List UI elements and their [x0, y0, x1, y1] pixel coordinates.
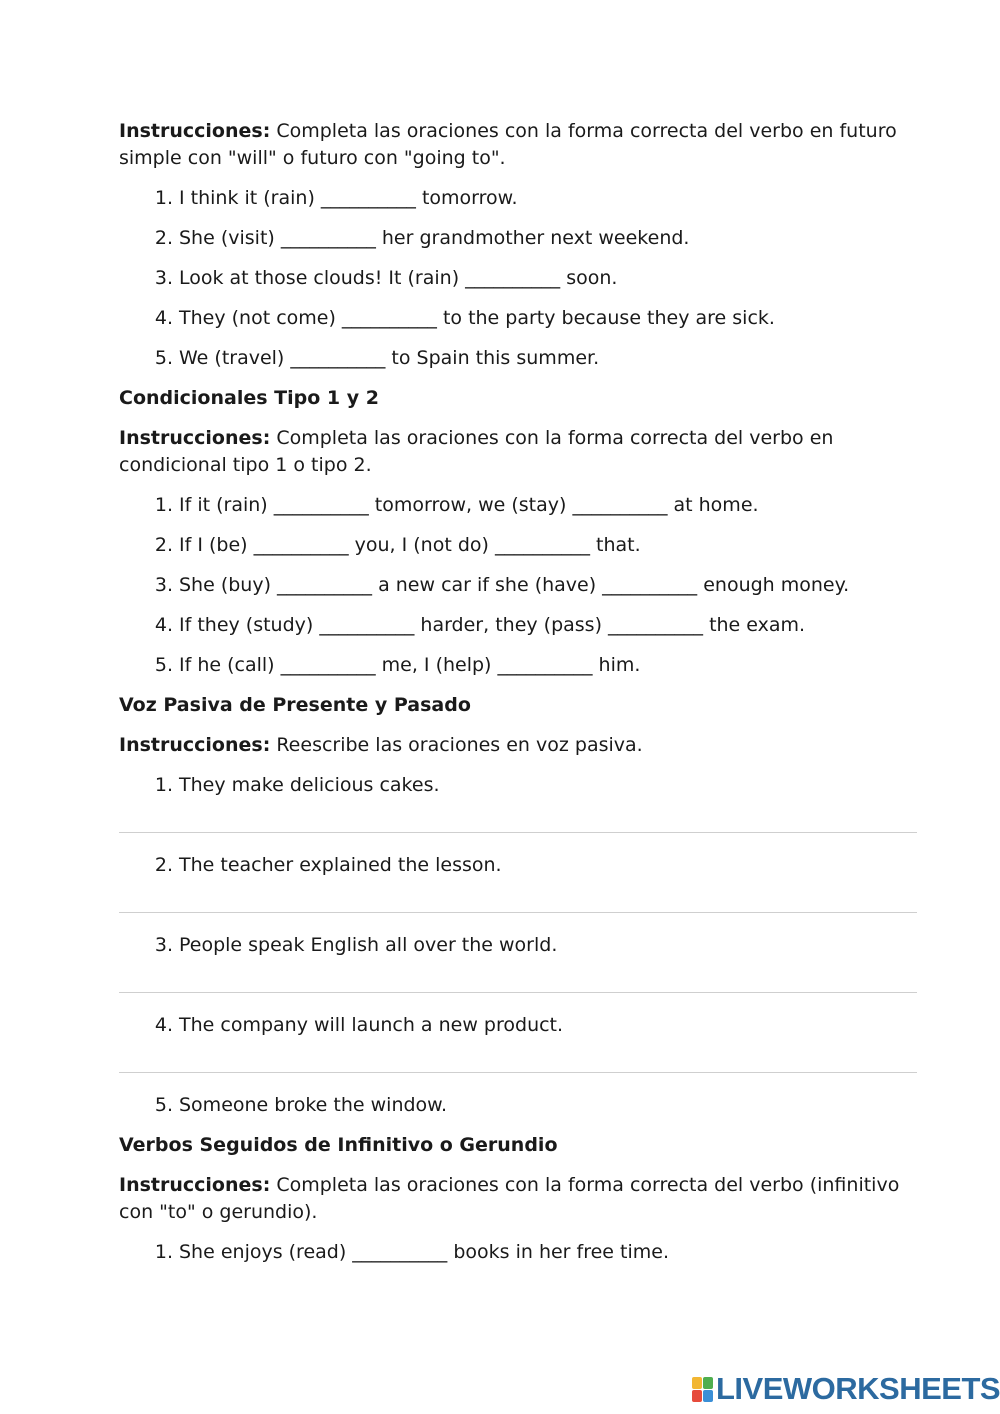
list-item: 4. If they (study) __________ harder, they (pass) __________ the exam. [154, 614, 806, 636]
instructions-future: Instrucciones: Completa las oraciones con la forma correcta del verbo en futuro simple con "will" o futuro con "going to". [119, 120, 897, 169]
exercise-list-infinitive-gerund [119, 1239, 919, 1266]
list-item: 2. If I (be) __________ you, I (not do) __________ that. [154, 534, 641, 556]
list-item: 1. If it (rain) __________ tomorrow, we (stay) __________ at home. [154, 494, 759, 516]
section-title-infinitive-gerund: Verbos Seguidos de Infinitivo o Gerundio [119, 1134, 558, 1156]
logo-blocks-icon [692, 1375, 714, 1403]
list-item: 5. We (travel) __________ to Spain this summer. [154, 347, 600, 369]
answer-line[interactable] [119, 912, 917, 913]
exercise-list-passive [119, 772, 919, 1119]
list-item: 1. I think it (rain) __________ tomorrow. [154, 187, 518, 209]
list-item: 3. Look at those clouds! It (rain) __________ soon. [154, 267, 618, 289]
list-item: 2. The teacher explained the lesson. [154, 854, 502, 876]
list-item: 4. The company will launch a new product. [154, 1014, 564, 1036]
worksheet [119, 118, 919, 1279]
list-item: 3. People speak English all over the world. [154, 934, 558, 956]
instructions-passive: Instrucciones: Reescribe las oraciones en voz pasiva. [119, 734, 643, 756]
exercise-list-future [119, 185, 919, 372]
exercise-list-conditionals [119, 492, 919, 679]
answer-line[interactable] [119, 992, 917, 993]
list-item: 5. If he (call) __________ me, I (help) __________ him. [154, 654, 641, 676]
list-item: 5. Someone broke the window. [154, 1094, 448, 1116]
section-title-passive: Voz Pasiva de Presente y Pasado [119, 694, 471, 716]
list-item: 1. They make delicious cakes. [154, 774, 440, 796]
instructions-conditionals: Instrucciones: Completa las oraciones con la forma correcta del verbo en condicional tipo 1 o tipo 2. [119, 427, 834, 476]
answer-line[interactable] [119, 1072, 917, 1073]
list-item: 3. She (buy) __________ a new car if she (have) __________ enough money. [154, 574, 850, 596]
logo-text: LIVEWORKSHEETS [716, 1371, 1000, 1406]
instructions-infinitive-gerund: Instrucciones: Completa las oraciones con la forma correcta del verbo (infinitivo con "to" o gerundio). [119, 1174, 900, 1223]
answer-line[interactable] [119, 832, 917, 833]
section-title-conditionals: Condicionales Tipo 1 y 2 [119, 387, 379, 409]
list-item: 1. She enjoys (read) __________ books in her free time. [154, 1241, 670, 1263]
list-item: 2. She (visit) __________ her grandmother next weekend. [154, 227, 690, 249]
liveworksheets-logo [692, 1372, 1000, 1406]
list-item: 4. They (not come) __________ to the party because they are sick. [154, 307, 775, 329]
